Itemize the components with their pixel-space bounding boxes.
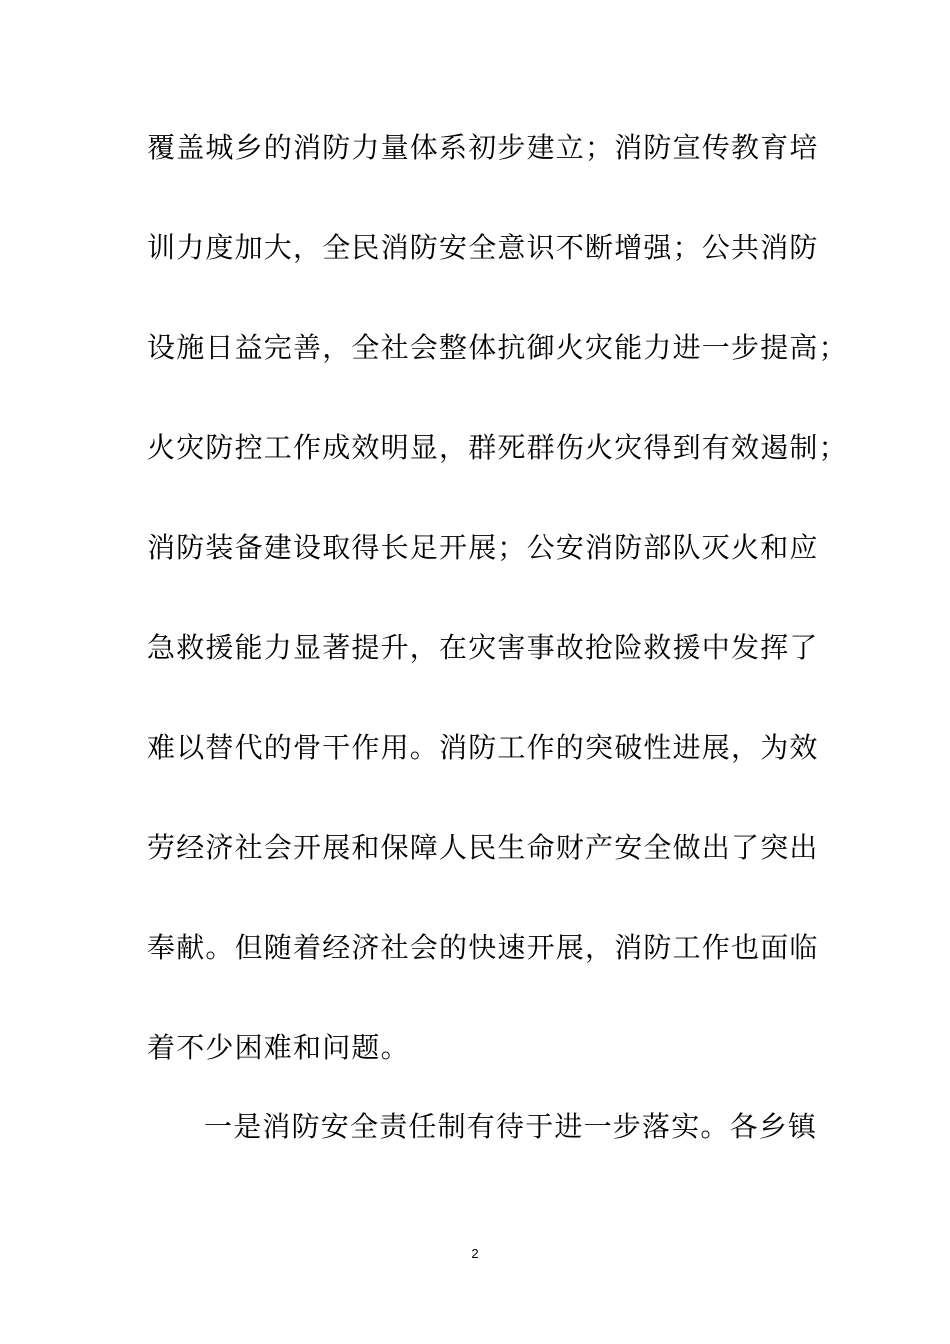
body-text-line: 训力度加大，全民消防安全意识不断增强；公共消防	[147, 231, 819, 264]
body-text-line: 设施日益完善，全社会整体抗御火灾能力进一步提高；	[147, 331, 848, 364]
paragraph-first-line: 一是消防安全责任制有待于进一步落实。各乡镇	[204, 1110, 818, 1143]
body-text-line: 着不少困难和问题。	[147, 1031, 410, 1064]
body-text-line: 劳经济社会开展和保障人民生命财产安全做出了突出	[147, 831, 819, 864]
body-text-line: 奉献。但随着经济社会的快速开展，消防工作也面临	[147, 931, 819, 964]
page-number: 2	[471, 1246, 479, 1261]
body-text-line: 消防装备建设取得长足开展；公安消防部队灭火和应	[147, 531, 819, 564]
body-text-line: 急救援能力显著提升，在灾害事故抢险救援中发挥了	[147, 631, 819, 664]
body-text-line: 火灾防控工作成效明显，群死群伤火灾得到有效遏制；	[147, 431, 848, 464]
body-text-line: 难以替代的骨干作用。消防工作的突破性进展，为效	[147, 731, 819, 764]
body-text-line: 覆盖城乡的消防力量体系初步建立；消防宣传教育培	[147, 131, 819, 164]
